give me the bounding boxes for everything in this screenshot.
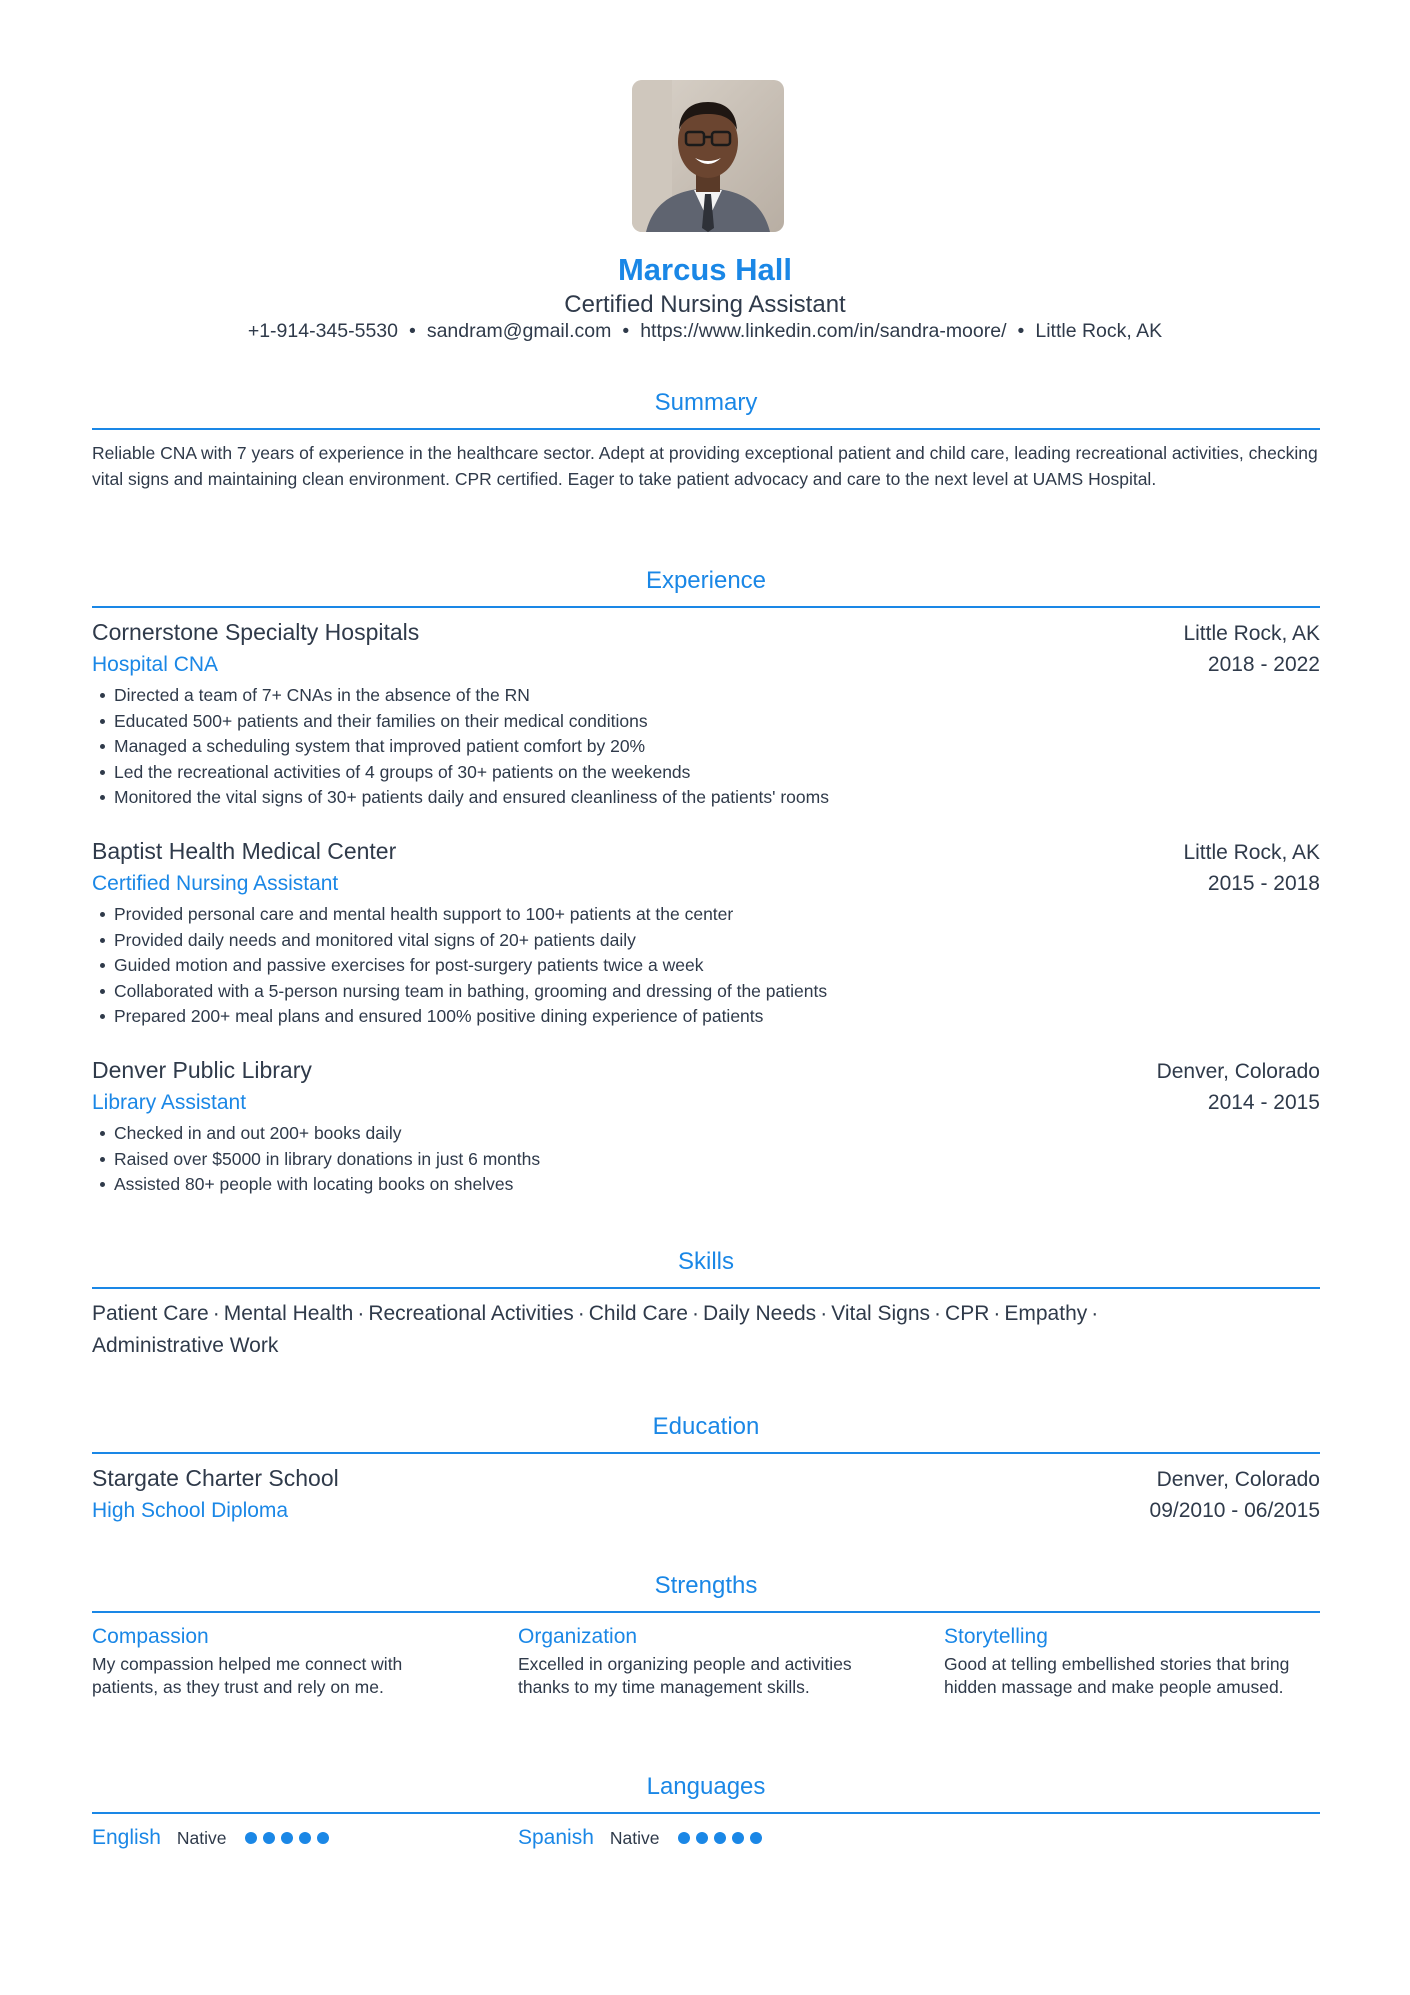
rating-dot [317,1832,329,1844]
employer-name: Baptist Health Medical Center [92,838,397,864]
bullet-list [92,683,1320,811]
skill-item: CPR [945,1302,990,1325]
employer-location: Denver, Colorado [1156,1060,1320,1083]
section-title: Experience [645,567,767,594]
bullet-list [92,902,1320,1030]
rating-dot [678,1832,690,1844]
section-divider [92,606,1320,608]
employer-name: Cornerstone Specialty Hospitals [92,619,420,645]
education-entry [92,1463,1320,1526]
summary-section-header [92,388,1320,430]
language-item [92,1826,335,1850]
skill-item: Administrative Work [92,1334,279,1357]
section-title: Skills [677,1248,734,1275]
bullet-item: Raised over $5000 in library donations in just 6 months [92,1147,1320,1173]
strength-item [92,1622,472,1699]
bullet-item: Provided personal care and mental health support to 100+ patients at the center [92,902,1320,928]
job-role: Hospital CNA [92,653,219,676]
section-title: Languages [646,1773,766,1800]
school-location: Denver, Colorado [1156,1468,1320,1491]
section-divider [92,1287,1320,1289]
skill-item: Recreational Activities [368,1302,574,1325]
linkedin-url: https://www.linkedin.com/in/sandra-moore/ [640,320,1007,342]
language-name: Spanish [518,1826,594,1849]
bullet-item: Monitored the vital signs of 30+ patients daily and ensured cleanliness of the patients' rooms [92,785,1320,811]
rating-dot [696,1832,708,1844]
strength-description: My compassion helped me connect with patients, as they trust and rely on me. [92,1654,403,1697]
contact-line [0,320,1410,343]
bullet-item: Checked in and out 200+ books daily [92,1121,1320,1147]
bullet-item: Provided daily needs and monitored vital signs of 20+ patients daily [92,928,1320,954]
language-item [518,1826,768,1850]
location: Little Rock, AK [1035,320,1163,342]
rating-dot [732,1832,744,1844]
experience-section-header [92,566,1320,608]
job-role: Library Assistant [92,1091,247,1114]
section-title: Education [652,1413,760,1440]
separator-dot: • [622,320,630,342]
employer-location: Little Rock, AK [1183,622,1320,645]
bullet-item: Educated 500+ patients and their families on their medical conditions [92,709,1320,735]
skill-item: Vital Signs [831,1302,931,1325]
rating-dot [750,1832,762,1844]
skills-list [92,1298,1242,1362]
bullet-item: Led the recreational activities of 4 groups of 30+ patients on the weekends [92,760,1320,786]
bullet-item: Collaborated with a 5-person nursing team in bathing, grooming and dressing of the patients [92,979,1320,1005]
education-section-header [92,1412,1320,1454]
phone-number: +1-914-345-5530 [247,320,398,342]
section-title: Summary [654,389,758,416]
language-rating [245,1832,335,1844]
employer-name: Denver Public Library [92,1057,312,1083]
skill-separator: · [577,1302,585,1325]
skill-separator: · [820,1302,828,1325]
experience-entry [92,617,1320,811]
strength-description: Excelled in organizing people and activities thanks to my time management skills. [518,1654,852,1697]
section-divider [92,1452,1320,1454]
job-dates: 2015 - 2018 [1207,872,1320,895]
experience-entry [92,836,1320,1030]
experience-entry [92,1055,1320,1198]
school-name: Stargate Charter School [92,1465,339,1491]
email-address: sandram@gmail.com [426,320,612,342]
section-title: Strengths [654,1572,758,1599]
rating-dot [281,1832,293,1844]
language-level: Native [176,1827,227,1848]
bullet-item: Managed a scheduling system that improved patient comfort by 20% [92,734,1320,760]
language-level: Native [609,1827,660,1848]
skill-item: Empathy [1004,1302,1088,1325]
skills-section-header [92,1247,1320,1289]
section-divider [92,1812,1320,1814]
rating-dot [263,1832,275,1844]
profile-photo [632,80,784,232]
skill-item: Mental Health [223,1302,354,1325]
section-divider [92,1611,1320,1613]
rating-dot [714,1832,726,1844]
languages-section-header [92,1772,1320,1814]
skill-item: Child Care [588,1302,688,1325]
job-dates: 2018 - 2022 [1207,653,1320,676]
strengths-section-header [92,1571,1320,1613]
job-dates: 2014 - 2015 [1207,1091,1320,1114]
skill-separator: · [212,1302,220,1325]
skill-separator: · [934,1302,942,1325]
section-divider [92,428,1320,430]
skill-separator: · [357,1302,365,1325]
rating-dot [245,1832,257,1844]
bullet-item: Guided motion and passive exercises for post-surgery patients twice a week [92,953,1320,979]
job-title: Certified Nursing Assistant [564,291,846,318]
language-rating [678,1832,768,1844]
bullet-item: Prepared 200+ meal plans and ensured 100% positive dining experience of patients [92,1004,1320,1030]
strength-title: Storytelling [944,1625,1048,1648]
job-role: Certified Nursing Assistant [92,872,339,895]
skill-separator: · [993,1302,1001,1325]
candidate-name: Marcus Hall [617,252,792,287]
bullet-list [92,1121,1320,1198]
skill-item: Daily Needs [702,1302,817,1325]
strength-item [518,1622,898,1699]
summary-text: Reliable CNA with 7 years of experience in the healthcare sector. Adept at providing exceptional patient and child care, leading recreational activities, checking vital signs and maintaining clean environment. CPR certified. Eager to take patient advocacy and care to the next level at UAMS Hospital. [92,443,1318,489]
strength-title: Organization [518,1625,638,1648]
separator-dot: • [1017,320,1025,342]
language-name: English [92,1826,161,1849]
strength-title: Compassion [92,1625,209,1648]
education-dates: 09/2010 - 06/2015 [1149,1499,1320,1522]
bullet-item: Assisted 80+ people with locating books on shelves [92,1172,1320,1198]
employer-location: Little Rock, AK [1183,841,1320,864]
skill-item: Patient Care [92,1302,209,1325]
strength-description: Good at telling embellished stories that bring hidden massage and make people amused. [944,1654,1290,1697]
rating-dot [299,1832,311,1844]
strength-item [944,1622,1324,1699]
bullet-item: Directed a team of 7+ CNAs in the absence of the RN [92,683,1320,709]
skill-separator: · [691,1302,699,1325]
separator-dot: • [409,320,416,342]
degree: High School Diploma [92,1499,289,1522]
skill-separator: · [1091,1302,1099,1325]
